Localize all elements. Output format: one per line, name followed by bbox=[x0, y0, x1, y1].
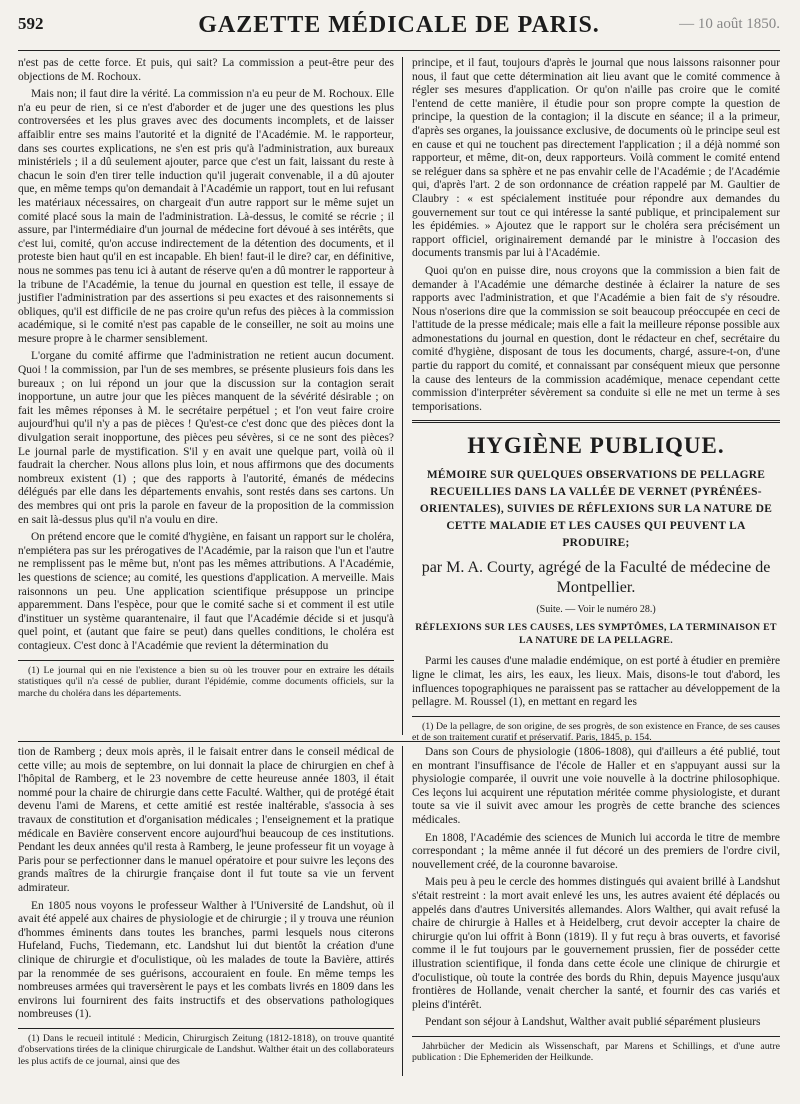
paragraph: On prétend encore que le comité d'hygiène, en faisant un rapport sur le choléra, n'empiétera pas sur les prérogatives de l'Académie, par la raison que l'un et l'autre ne remplissent pas le même but, n'ont pas les mêmes attributions. A l'Académie, les questions de science; au comité, les questions d'application. A merveille. Mais raisonnons un peu. Une application scientifique présuppose un principe apparemment. Dans l'espèce, pour que le comité sache si et comment il est utile d'instituer un système quarantenaire, il faut que l'Académie décide si et jusqu'à quel point, et (autant que faire se peut) dans quelles conditions, le choléra est contagieux. C'est donc à l'Académie que revient la détermination du bbox=[18, 531, 394, 652]
date-stamp: — 10 août 1850. bbox=[679, 16, 780, 32]
paragraph: En 1805 nous voyons le professeur Walther à l'Université de Landshut, où il avait été appelé aux chaires de physiologie et de chirurgie ; il y trouva une réunion d'hommes éminents dans toutes les branches, parmi lesquels nous citerons Hufeland, Fuchs, Tiedemann, etc. Landshut lui dut bientôt la création d'une clinique de chirurgie et d'oculistique, où les malades de toute la Bavière, attirés par la renommée de ses guérisons, accouraient en foule. En même temps les nombreuses armées qui traversèrent le pays et les combats livrés en 1809 dans les environs lui fournirent des faits instructifs et des observations pathologiques nombreuses (1). bbox=[18, 899, 394, 1021]
footnote-rule bbox=[412, 716, 780, 717]
footnote: (1) De la pellagre, de son origine, de ses progrès, de son existence en France, de ses causes et de son traitement curatif et préservatif. Paris, 1845, p. 154. bbox=[412, 720, 780, 744]
article-title: MÉMOIRE SUR QUELQUES OBSERVATIONS DE PELLAGRE RECUEILLIES DANS LA VALLÉE DE VERNET (PYRÉNÉES-ORIENTALES), SUIVIES DE RÉFLEXIONS SUR LA NATURE DE CETTE MALADIE ET LES CAUSES QUI PEUVENT LA PRODUIRE; bbox=[419, 469, 773, 550]
paragraph: n'est pas de cette force. Et puis, qui sait? La commission a peut-être peur des objections de M. Rochoux. bbox=[18, 57, 394, 83]
paragraph: En 1808, l'Académie des sciences de Munich lui accorda le titre de membre correspondant ; la même année il fut décoré un des premiers de l'ordre civil, nouvellement créé, de la couronne bavaroise. bbox=[412, 831, 780, 871]
footnote: (1) Le journal qui en nie l'existence a bien su où les trouver pour en extraire les détails statistiques qu'il n'a cessé de publier, durant l'épidémie, comme documents officiels, sur la marche du choléra dans les départements. bbox=[18, 664, 394, 699]
left-column bbox=[18, 57, 402, 735]
footnote-rule bbox=[412, 1036, 780, 1037]
paragraph: Dans son Cours de physiologie (1806-1808), qui d'ailleurs a été publié, tout en montrant l'insuffisance de l'école de Haller et en s'appuyant aussi sur la physiologie comparée, il ouvrit une voie nouvelle à la doctrine philosophique. Ces leçons lui acquirent une réputation méritée comme physiologiste, et durant toute sa vie il suivit avec amour les progrès de cette branche des sciences médicales. bbox=[412, 746, 780, 826]
left-column-lower bbox=[18, 746, 402, 1076]
footnote-rule bbox=[18, 660, 394, 661]
paragraph: Pendant son séjour à Landshut, Walther avait publié séparément plusieurs bbox=[425, 1016, 761, 1029]
article-author: par M. A. Courty, agrégé de la Faculté de médecine de Montpellier. bbox=[421, 559, 771, 597]
paragraph: Mais non; il faut dire la vérité. La commission n'a eu peur de M. Rochoux. Elle n'a eu peur de rien, si ce n'est d'aborder et de juger une des questions les plus controversées et les plus graves avec des documents incomplets, et de laisser affaiblir entre ses mains l'autorité et la dignité de l'Académie. M. le rapporteur, dans ses courtes explications, ne s'en est pris qu'à l'administration, aux bureaux ministériels ; il a dû seulement ajouter, parce que c'est un fait, laissant du reste à chacun le soin d'en tirer telle induction qu'il jugerait convenable, il a dû ajouter que, en même temps qu'on demandait à l'Académie un rapport, tout en lui refusant les matériaux nécessaires, on chargeait d'un autre rapport sur le même sujet un comité placé sous la main de l'administration. Là-dessus, le comité se récrie ; il assure, par l'intermédiaire d'un journal de médecine fort dévoué à ses intérêts, que c'est lui, comité, qu'on accuse indirectement de la détention des documents, et il proteste bien haut qu'il en est incapable. Eh bien! faut-il le dire? car, en définitive, nous ne sommes pas tenu ici à autant de réserve qu'en a dû montrer le rapporteur à la tribune de l'Académie, la tenue du journal en question est telle, il essaye de justifier l'administration par des assertions si peu exactes et des raisonnements si obliques, qu'il est difficile de ne pas croire qu'un refus des pièces à la commission académique, si le comité n'est pas capable de le conseiller, ne soit au moins une mesure propre à le charmer sensiblement. bbox=[18, 88, 394, 345]
suite-note: (Suite. — Voir le numéro 28.) bbox=[536, 604, 656, 616]
lower-columns bbox=[18, 746, 780, 1076]
paragraph: Mais peu à peu le cercle des hommes distingués qui avaient brillé à Landshut s'était restreint : la mort avait enlevé les uns, les autres avaient été déplacés ou appelés dans d'autres Universités allemandes. Alors Walther, qui avait refusé la chaire de chirurgie à Halles et à Heidelberg, crut devoir accepter la chaire de chirurgie qu'on lui offrit à Bonn (1819). Il y fut reçu à bras ouverts, et favorisé comme il le fut toujours par le gouvernement prussien, fier de posséder cette illustration scientifique, il fonda dans cette école une clinique de chirurgie et d'oculistique, où toute la contrée des bords du Rhin, depuis Mayence jusqu'aux frontières de Hollande, venait chercher la santé, et fournir des cas variés et pleins d'intérêt. bbox=[412, 876, 780, 1011]
right-column-lower bbox=[402, 746, 780, 1076]
subheading: RÉFLEXIONS SUR LES CAUSES, LES SYMPTÔMES, LA TERMINAISON ET LA NATURE DE LA PELLAGRE. bbox=[415, 622, 777, 647]
right-column bbox=[402, 57, 780, 744]
upper-columns bbox=[18, 57, 780, 744]
journal-title: GAZETTE MÉDICALE DE PARIS. bbox=[198, 12, 600, 38]
footnote: Jahrbücher der Medicin als Wissenschaft, par Marens et Schillings, et d'une autre publication : Die Ephemeriden der Heilkunde. bbox=[412, 1040, 780, 1064]
paragraph: tion de Ramberg ; deux mois après, il le faisait entrer dans le conseil médical de cette ville; au mois de septembre, on lui donnait la place de chirurgien en chef à l'hôpital de Ramberg, et le 23 novembre de cette heureuse année 1803, il était nommé pour la chaire de chirurgie dans cette Faculté. Walther, qui de protégé était devenu l'ami de Marens, et cette amitié est restée inaltérable, s'associa à ses travaux de constitution et d'organisation médicales ; l'enseignement et la pratique médicale en Bavière conservent encore aujourd'hui beaucoup de ces institutions. Pendant les deux années qu'il resta à Ramberg, le jeune professeur fit un voyage à Paris pour se perfectionner dans le manuel opératoire et pour suivre les leçons des grands maîtres de la chirurgie française dont il fut toute sa vie un fervent admirateur. bbox=[18, 746, 394, 894]
footnote: (1) Dans le recueil intitulé : Medicin, Chirurgisch Zeitung (1812-1818), on trouve quantité d'observations tirées de la clinique chirurgicale de Landshut. Walther était un des collaborateurs les plus actifs de ce journal, ainsi que des bbox=[18, 1032, 394, 1068]
paragraph: Parmi les causes d'une maladie endémique, on est porté à étudier en première ligne le climat, les airs, les eaux, les lieux. Mais, disons-le tout d'abord, les influences topographiques ne paraissent pas se rattacher au développement de la pellagre. M. Roussel (1), en mettant en regard les bbox=[412, 655, 780, 709]
paragraph: principe, et il faut, toujours d'après le journal que nous laissons raisonner pour nous, il faut que cette détermination ait lieu avant que le comité commence à régler ses mesures d'application. Or qu'on n'aille pas croire que le comité l'entend de cette manière, il étudie pour son propre compte la question de principe, la question de la contagion; il la discute en séance; il a la primeur, d'après ses organes, la jouissance exclusive, de documents où le principe seul est en cause et qui ne touchent pas directement l'application ; il a déjà nommé son rapporteur, et même, dit-on, deux rapporteurs. Voilà comment le comité entend se reléguer dans sa sphère et ne pas envahir celle de l'Académie ; de l'Académie qui, d'après l'art. 2 de son ordonnance de création rappelé par M. Gaultier de Claubry : « est spécialement instituée pour répondre aux demandes du gouvernement sur tout ce qui intéresse la santé publique, et principalement sur les épidémies. » Ajoutez que le rapport sur le choléra sera précisément un rapport officiel, originairement demandé par le ministre à l'occasion des documents transmis par lui à l'Académie. bbox=[412, 57, 780, 260]
footnote-rule bbox=[18, 1028, 394, 1029]
page-number: 592 bbox=[18, 14, 44, 33]
section-heading: HYGIÈNE PUBLIQUE. bbox=[467, 433, 725, 459]
masthead bbox=[18, 12, 780, 51]
paragraph: L'organe du comité affirme que l'administration ne retient aucun document. Quoi ! la commission, par l'un de ses membres, se présente plusieurs fois dans les bureaux ; on lui répond un jour que la discussion sur la contagion serait inopportune, un autre jour que les pièces manquent de la sévérité désirable ; on fait les mêmes réponses à M. le secrétaire perpétuel ; et l'on veut faire croire aujourd'hui qu'il n'y a pas de pièces ! Qu'est-ce c'est donc que des pièces dont la divulgation serait inopportune, des pièces peu sévères, si ce ne sont des pièces? Le journal parle de mystification. S'il y en avait une quelque part, voilà où il faudrait la chercher. Nous allons plus loin, et nous affirmons que des documents nombreux existent (1) ; que des rapports à l'autorité, émanés de médecins délégués par elle dans les départements envahis, sont restés dans ses cartons. Un des membres qui ont pris la parole en faveur de la proposition de la commission en sait là-dessus plus qu'il n'a voulu en dire. bbox=[18, 350, 394, 526]
paragraph: Quoi qu'on en puisse dire, nous croyons que la commission a bien fait de demander à l'Académie une démarche destinée à éclairer la nature de ses rapports avec l'administration, et que l'Académie a bien fait de s'y résoudre. Nous n'oserions dire que la commission se soit beaucoup préoccupée en ceci de l'attitude de la presse médicale; mais elle a fait la meilleure réponse possible aux admonestations du journal en question, dont le rédacteur en chef, secrétaire du comité d'hygiène, disposant de tous les documents, chargé, assure-t-on, d'une partie du rapport du comité, et connaissant par conséquent mieux que personne la cause des lenteurs de la commission académique, menace cependant cette commission d'interpréter sévèrement sa conduite si elle ne met un terme à ses temporisations. bbox=[412, 264, 780, 413]
section-rule bbox=[412, 420, 780, 423]
